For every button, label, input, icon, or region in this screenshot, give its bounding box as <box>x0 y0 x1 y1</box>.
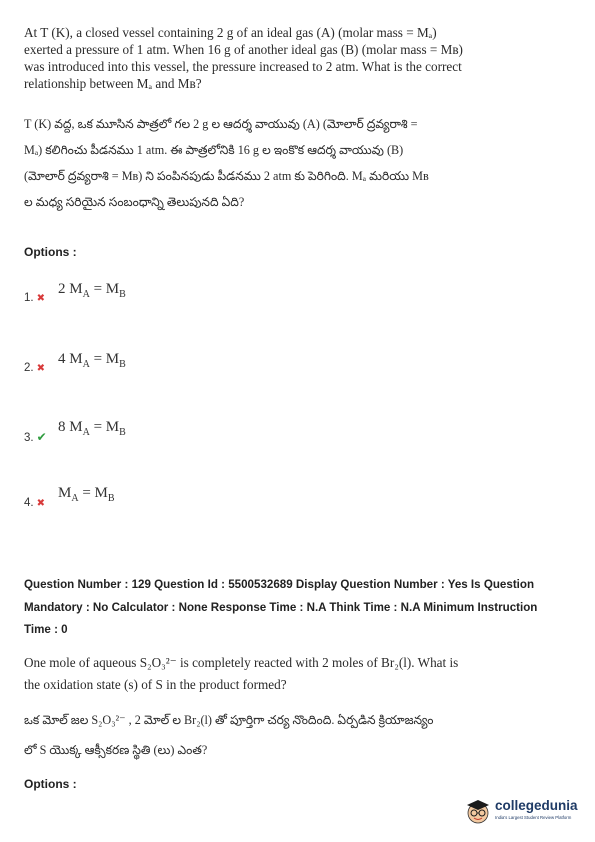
option-3-formula: 8 $M_A = M_B$ <box>58 419 126 438</box>
option-1-formula: 2 $M_A = M_B$ <box>58 281 126 300</box>
option-2-number: 2. <box>24 362 34 374</box>
question-meta <box>24 574 584 642</box>
q2-te-line-1: ఒక మోల్ జల S₂O₃²⁻ , 2 మోల్ ల Br₂(l) తో పూర్తిగా చర్య నొందింది. ఏర్పడిన క్రియాజన్యం <box>24 713 434 727</box>
meta-line-3: Time : 0 <box>24 623 68 636</box>
q1-en-line-1: At T (K), a closed vessel containing 2 g of an ideal gas (A) (molar mass = Mₐ) <box>24 25 437 40</box>
wrong-mark-icon: ✖ <box>36 363 45 374</box>
meta-line-2: Mandatory : No Calculator : None Response Time : N.A Think Time : N.A Minimum Instruction <box>24 600 538 614</box>
q1-te-line-4: ల మధ్య సరియైన సంబంధాన్ని తెలుపునది ఏది? <box>24 195 245 209</box>
wrong-mark-icon: ✖ <box>36 293 45 304</box>
q1-te-line-3: (మోలార్ ద్రవ్యరాశి = Mʙ) ని పంపినపుడు పీడనము 2 atm కు పెరిగింది. Mₐ మరియు Mʙ <box>24 169 429 183</box>
logo-tagline: India's Largest Student Review Platform <box>495 815 572 820</box>
q2-en-line-2: the oxidation state (s) of S in the product formed? <box>24 677 287 692</box>
option-2[interactable] <box>24 362 45 374</box>
q2-te-line-2: లో S యొక్క ఆక్సీకరణ స్థితి (లు) ఎంత? <box>24 743 208 757</box>
logo-name: collegedunia <box>495 798 578 813</box>
question-1-telugu <box>24 111 474 215</box>
q1-en-line-3: was introduced into this vessel, the pressure increased to 2 atm. What is the correct <box>24 59 462 74</box>
options-label-2: Options : <box>24 777 77 791</box>
option-1-number: 1. <box>24 292 34 304</box>
q2-en-line-1: One mole of aqueous S₂O₃²⁻ is completely reacted with 2 moles of Br₂(l). What is <box>24 655 459 670</box>
q1-te-line-1: T (K) వద్ద, ఒక మూసిన పాత్రలో గల 2 g ల ఆదర్శ వాయువు (A) (మోలార్ ద్రవ్యరాశి = <box>24 117 418 131</box>
option-3[interactable] <box>24 430 47 444</box>
option-1[interactable] <box>24 292 45 304</box>
collegedunia-logo <box>463 796 583 826</box>
wrong-mark-icon: ✖ <box>36 498 45 509</box>
option-4[interactable] <box>24 497 45 509</box>
option-3-number: 3. <box>24 432 34 444</box>
q1-en-line-2: exerted a pressure of 1 atm. When 16 g of another ideal gas (B) (molar mass = Mʙ) <box>24 42 463 57</box>
question-2-english <box>24 652 464 696</box>
option-2-formula: 4 $M_A = M_B$ <box>58 351 126 370</box>
meta-line-1: Question Number : 129 Question Id : 5500532689 Display Question Number : Yes Is Question <box>24 578 535 591</box>
correct-mark-icon: ✔ <box>36 430 47 444</box>
question-2-telugu <box>24 705 474 765</box>
student-mascot-icon <box>463 796 493 826</box>
option-4-formula: $M_A = M_B$ <box>58 485 115 504</box>
question-1-english <box>24 24 464 92</box>
q1-te-line-2: Mₐ) కలిగించు పీడనము 1 atm. ఈ పాత్రలోనికి 16 g ల ఇంకొక ఆదర్శ వాయువు (B) <box>24 143 404 157</box>
options-label-1: Options : <box>24 245 77 259</box>
q1-en-line-4: relationship between Mₐ and Mʙ? <box>24 76 202 91</box>
option-4-number: 4. <box>24 497 34 509</box>
